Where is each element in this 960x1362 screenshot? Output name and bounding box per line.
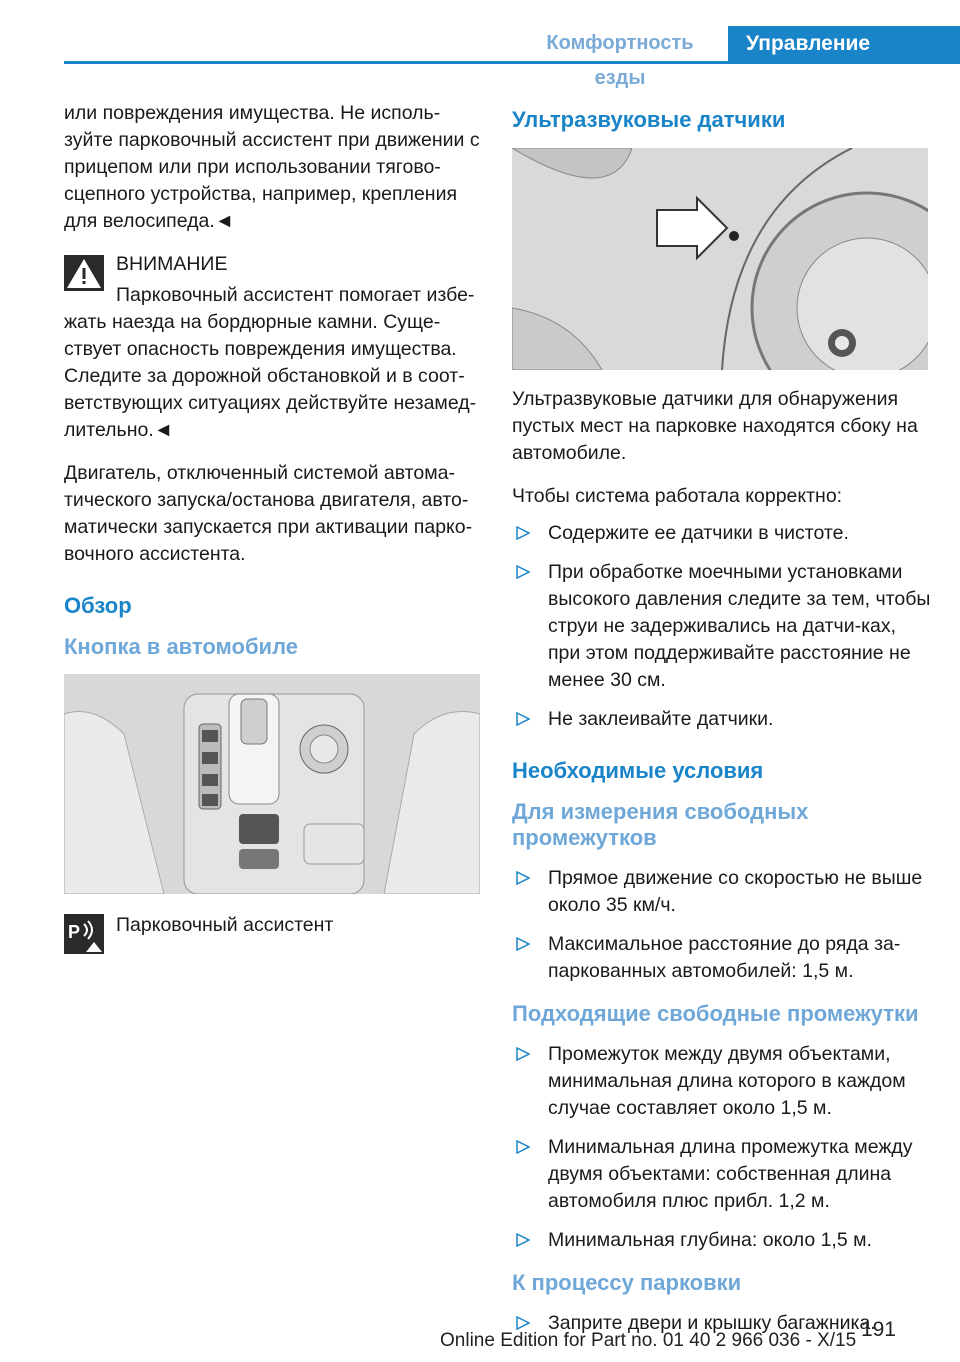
right-column xyxy=(512,100,932,1353)
heading-conditions: Необходимые условия xyxy=(512,758,764,783)
heading-process: К процессу парковки xyxy=(512,1270,742,1295)
heading-button: Кнопка в автомобиле xyxy=(64,634,298,659)
list-item: Содержите ее датчики в чистоте. xyxy=(512,520,932,547)
bullet-triangle-icon xyxy=(516,1140,530,1154)
heading-suitable: Подходящие свободные промежутки xyxy=(512,1001,919,1026)
sensor-illustration xyxy=(512,148,928,370)
bullet-triangle-icon xyxy=(516,937,530,951)
bullet-triangle-icon xyxy=(516,1047,530,1061)
left-column xyxy=(64,100,484,942)
list-item: При обработке моечными установками высокого давления следите за тем, чтобы струи не задерживались на датчи-ках, при этом поддерживайте расстояние не менее 30 см. xyxy=(512,559,932,694)
svg-text:P: P xyxy=(68,922,81,942)
section-title: Комфортность езды xyxy=(546,32,694,89)
measure-list xyxy=(512,865,932,985)
page-number: 191 xyxy=(860,1318,896,1341)
correct-intro: Чтобы система работала корректно: xyxy=(512,485,843,507)
heading-sensors: Ультразвуковые датчики xyxy=(512,107,786,132)
intro-paragraph: или повреждения имущества. Не исполь-зуйте парковочный ассистент при движении с прицепом или при использовании тягово-сцепного устройства, например, крепления для велосипеда.◄ xyxy=(64,102,480,232)
list-item: Прямое движение со скоростью не выше около 35 км/ч. xyxy=(512,865,932,919)
list-item: Промежуток между двумя объектами, минимальная длина которого в каждом случае составляет около 1,5 м. xyxy=(512,1041,932,1122)
list-item: Минимальная длина промежутка между двумя объектами: собственная длина автомобиля плюс прибл. 1,2 м. xyxy=(512,1134,932,1215)
heading-measure: Для измерения свободных промежутков xyxy=(512,799,809,850)
list-item: Минимальная глубина: около 1,5 м. xyxy=(512,1227,932,1254)
header-rule xyxy=(64,61,960,64)
list-item: Максимальное расстояние до ряда за-паркованных автомобилей: 1,5 м. xyxy=(512,931,932,985)
engine-note: Двигатель, отключенный системой автома-тического запуска/останова двигателя, авто-матически запускается при активации парко-вочного ассистента. xyxy=(64,462,473,565)
warning-triangle-icon xyxy=(64,255,104,291)
bullet-triangle-icon xyxy=(516,871,530,885)
warning-body: Парковочный ассистент помогает избе-жать наезда на бордюрные камни. Суще-ствует опасность повреждения имущества. Следите за дорожной обстановкой и в соот-ветствующих ситуациях действуйте незамед-лительно.◄ xyxy=(64,284,477,441)
bullet-triangle-icon xyxy=(516,526,530,540)
chapter-tab: Управление xyxy=(728,26,960,61)
bullet-triangle-icon xyxy=(516,1316,530,1330)
warning-title: ВНИМАНИЕ xyxy=(116,253,228,275)
correct-list xyxy=(512,520,932,733)
list-item: Заприте двери и крышку багажника. xyxy=(512,1310,932,1337)
caption-text: Парковочный ассистент xyxy=(116,914,334,936)
warning-block xyxy=(64,251,484,444)
parking-assistant-icon xyxy=(64,914,104,954)
list-item: Не заклеивайте датчики. xyxy=(512,706,932,733)
heading-overview: Обзор xyxy=(64,593,132,618)
console-figure xyxy=(64,674,480,894)
center-console-illustration xyxy=(64,674,480,894)
bullet-triangle-icon xyxy=(516,565,530,579)
bullet-triangle-icon xyxy=(516,712,530,726)
sensor-figure xyxy=(512,148,928,370)
page-header xyxy=(0,0,960,89)
bullet-triangle-icon xyxy=(516,1233,530,1247)
edition-footer: Online Edition for Part no. 01 40 2 966 036 - X/15 xyxy=(440,1330,857,1351)
figure-caption xyxy=(64,912,484,942)
suitable-list xyxy=(512,1041,932,1254)
sensors-text: Ультразвуковые датчики для обнаружения пустых мест на парковке находятся сбоку на автомобиле. xyxy=(512,388,918,464)
